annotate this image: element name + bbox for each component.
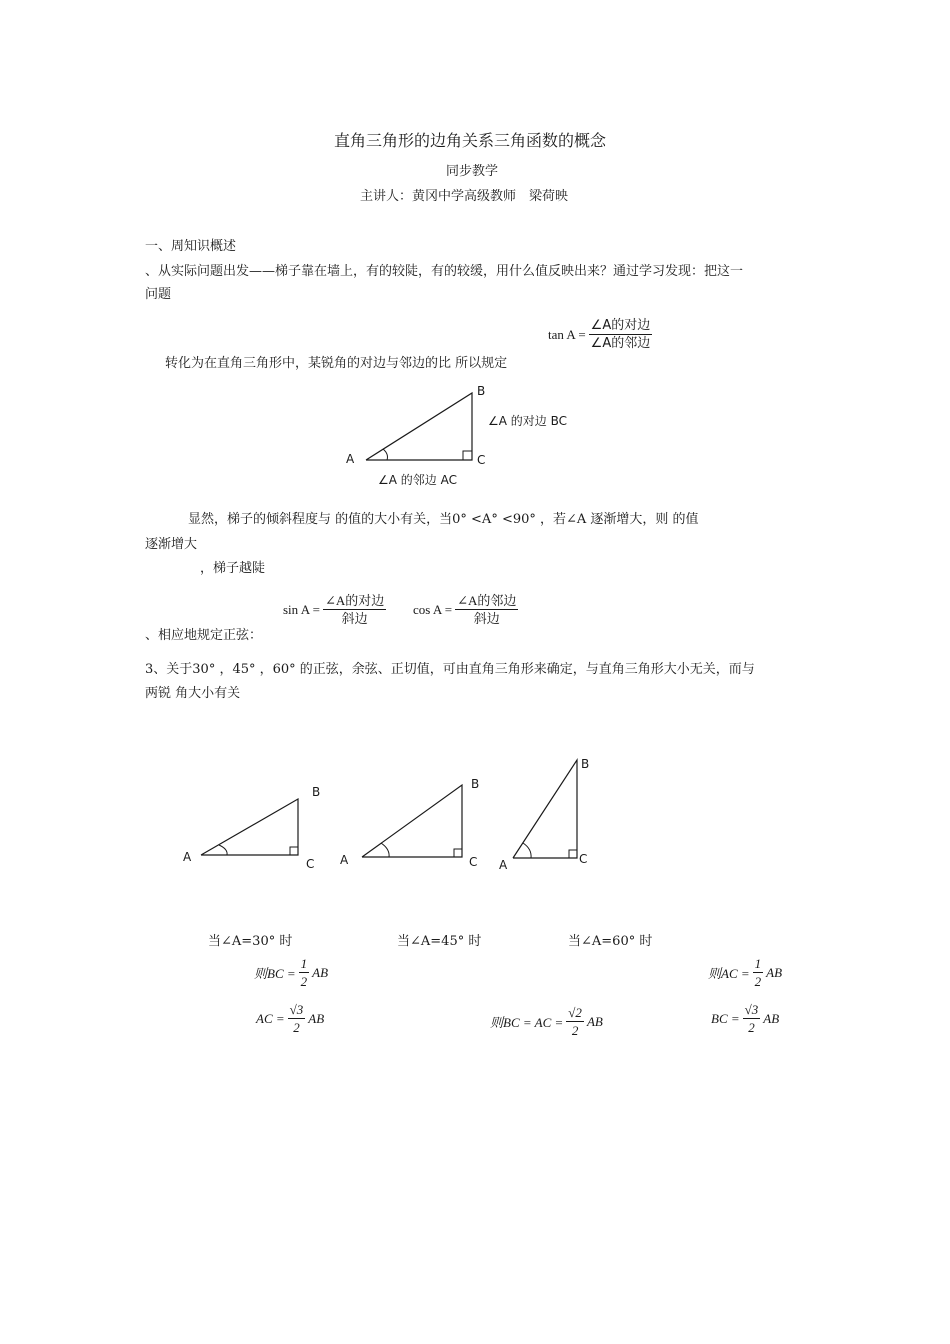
formula-60-bc-rhs: AB [763, 1010, 780, 1026]
formula-30-bc-lhs: 则BC = [254, 966, 296, 981]
formula-60-ac-lhs: 则AC = [708, 966, 750, 981]
right-angle-mark-30 [290, 847, 298, 855]
paragraph-2: 转化为在直角三角形中，某锐角的对边与邻边的比 所以规定 [165, 356, 508, 371]
paragraph-6b: 两锐 角大小有关 [145, 686, 241, 701]
caption-30: 当∠A=30° 时 [208, 934, 293, 949]
right-angle-mark-60 [569, 850, 577, 858]
tan-denominator: ∠A的邻边 [590, 336, 651, 351]
vertex-c-label: C [477, 453, 486, 467]
sin-lhs: sin A = [283, 601, 320, 617]
angle-arc-60 [523, 843, 531, 858]
vertex-b-60: B [581, 757, 590, 771]
vertex-b-30: B [312, 785, 321, 799]
formula-60-bc [711, 1002, 779, 1035]
paragraph-1b: 问题 [145, 287, 172, 302]
angle-arc-30 [219, 845, 227, 855]
paragraph-1a: 、从实际问题出发——梯子靠在墙上，有的较陡，有的较缓，用什么值反映出来？通过学习发现：把这一 [145, 264, 744, 279]
paragraph-5: 、相应地规定正弦： [145, 628, 263, 643]
vertex-a-30: A [183, 850, 192, 864]
vertex-b-label: B [477, 384, 486, 398]
formula-30-bc-rhs: AB [312, 964, 329, 980]
formula-60-bc-den: 2 [748, 1020, 755, 1035]
formula-45-lhs: 则BC = AC = [490, 1015, 564, 1030]
author-line: 主讲人：黄冈中学高级教师 梁荷映 [360, 189, 569, 204]
vertex-c-30: C [306, 857, 315, 871]
tan-numerator: ∠A的对边 [590, 318, 651, 333]
formula-60-bc-lhs: BC = [711, 1010, 740, 1026]
cos-numerator: ∠A的邻边 [457, 593, 517, 608]
paragraph-3a: 显然，梯子的倾斜程度与 的值的大小有关，当0° <A° <90° ，若∠A 逐渐增大，则 的值 [188, 512, 699, 527]
opposite-side-label: ∠A 的对边 BC [488, 414, 567, 428]
formula-45-rhs: AB [586, 1013, 603, 1029]
sin-numerator: ∠A的对边 [324, 593, 385, 608]
sin-denominator: 斜边 [341, 611, 368, 626]
triangle-45 [362, 785, 462, 857]
formula-30-ac-lhs: AC = [256, 1010, 285, 1026]
formula-45-den: 2 [571, 1023, 579, 1038]
formula-45 [490, 1005, 603, 1038]
section-heading: 一、周知识概述 [145, 239, 237, 254]
vertex-b-45: B [471, 777, 480, 791]
right-angle-mark-45 [454, 849, 462, 857]
page-subtitle: 同步教学 [446, 164, 499, 179]
vertex-a-60: A [499, 858, 508, 872]
vertex-a-45: A [340, 853, 349, 867]
formula-30-bc [254, 956, 328, 989]
formula-30-ac-rhs: AB [308, 1010, 325, 1026]
cos-denominator: 斜边 [473, 611, 500, 626]
vertex-a-label: A [346, 452, 355, 466]
angle-arc-45 [381, 843, 389, 857]
adjacent-side-label: ∠A 的邻边 AC [378, 473, 457, 487]
paragraph-3b: 逐渐增大 [145, 537, 198, 552]
paragraph-6a: 3、关于30° ，45° ，60° 的正弦，余弦、正切值，可由直角三角形来确定，与直角三角形大小无关，而与 [145, 662, 755, 677]
formula-45-num: √2 [568, 1005, 582, 1020]
triangle-30 [201, 799, 298, 855]
vertex-c-60: C [579, 852, 588, 866]
caption-45: 当∠A=45° 时 [397, 934, 482, 949]
formula-60-ac-den: 2 [754, 974, 762, 989]
formula-60-ac-num: 1 [754, 956, 762, 971]
cos-lhs: cos A = [413, 601, 453, 617]
caption-60: 当∠A=60° 时 [568, 934, 653, 949]
formula-60-bc-num: √3 [744, 1002, 759, 1017]
vertex-c-45: C [469, 855, 478, 869]
paragraph-4: ，梯子越陡 [200, 561, 266, 576]
formula-30-ac-den: 2 [293, 1020, 300, 1035]
formula-60-ac [708, 956, 782, 989]
formula-30-bc-den: 2 [300, 974, 308, 989]
tan-lhs: tan A = [548, 326, 586, 342]
page-title: 直角三角形的边角关系三角函数的概念 [334, 131, 607, 150]
formula-30-ac-num: √3 [289, 1002, 304, 1017]
formula-30-ac [256, 1002, 324, 1035]
formula-30-bc-num: 1 [300, 956, 308, 971]
triangle-60 [513, 760, 577, 858]
formula-60-ac-rhs: AB [766, 964, 783, 980]
